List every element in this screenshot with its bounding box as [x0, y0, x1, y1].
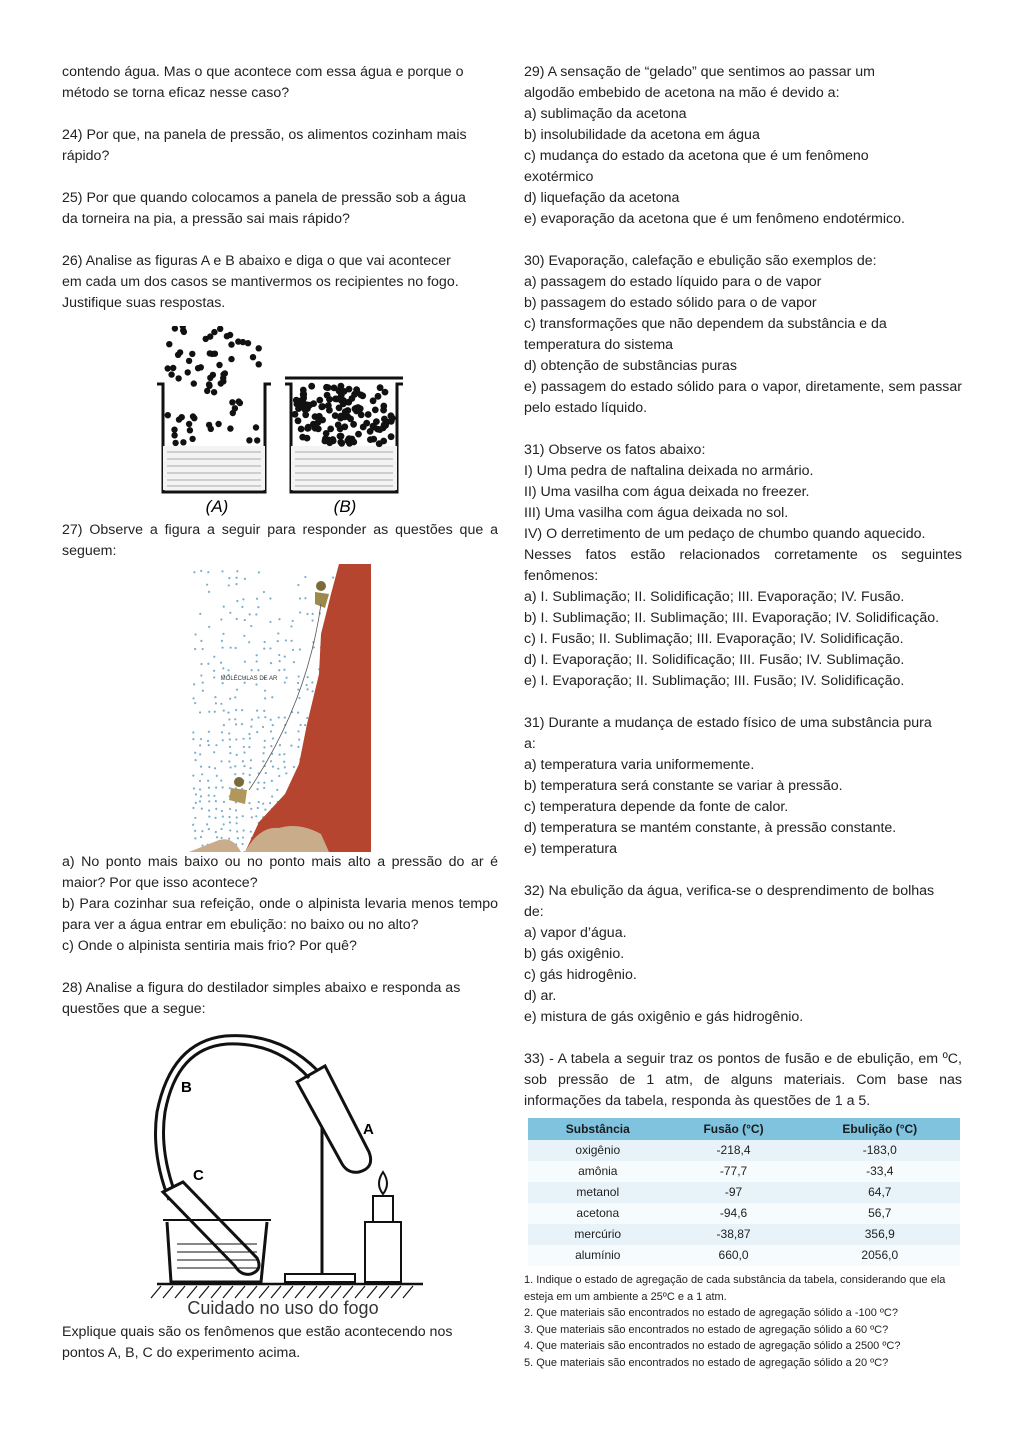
- q31a-fact-1: I) Uma pedra de naftalina deixada no armário.: [524, 463, 814, 479]
- q31a-fact-4: IV) O derretimento de um pedaço de chumbo quando aquecido.: [524, 526, 926, 542]
- q30-opt-a: a) passagem do estado líquido para o de vapor: [524, 274, 822, 290]
- q29-opt-a: a) sublimação da acetona: [524, 106, 687, 122]
- q31b-opt-c: c) temperatura depende da fonte de calor.: [524, 799, 789, 815]
- sub-question-1: 1. Indique o estado de agregação de cada substância da tabela, considerando que ela esteja em um ambiente a 25ºC e a 1 atm.: [524, 1274, 946, 1303]
- q31b-opt-a: a) temperatura varia uniformemente.: [524, 757, 755, 773]
- intro-line-1: contendo água. Mas o que acontece com essa água e porque o: [62, 64, 464, 80]
- q25-line-2: da torneira na pia, a pressão sai mais rápido?: [62, 211, 350, 227]
- q28-line-1: 28) Analise a figura do destilador simples abaixo e responda as: [62, 980, 461, 996]
- table-row: [528, 1203, 960, 1224]
- q26-line-1: 26) Analise as figuras A e B abaixo e diga o que vai acontecer: [62, 253, 451, 269]
- table-cell: 356,9: [800, 1224, 960, 1245]
- q31a-opt-d: d) I. Evaporação; II. Solidificação; III. Fusão; IV. Sublimação.: [524, 652, 905, 668]
- q32-line-2: de:: [524, 904, 544, 920]
- table-cell: -94,6: [668, 1203, 800, 1224]
- left-column: [62, 62, 498, 1364]
- q31a-fact-2: II) Uma vasilha com água deixada no freezer.: [524, 484, 810, 500]
- table-cell: acetona: [528, 1203, 668, 1224]
- q32-opt-b: b) gás oxigênio.: [524, 946, 625, 962]
- q30-opt-d: d) obtenção de substâncias puras: [524, 358, 737, 374]
- label-c-still: C: [193, 1167, 204, 1184]
- q30-opt-c-1: c) transformações que não dependem da substância e da: [524, 316, 887, 332]
- q26-line-2: em cada um dos casos se mantivermos os recipientes no fogo.: [62, 274, 459, 290]
- q31a-line-1: 31) Observe os fatos abaixo:: [524, 442, 706, 458]
- q26-line-3: Justifique suas respostas.: [62, 295, 226, 311]
- table-cell: alumínio: [528, 1245, 668, 1266]
- intro-line-2: método se torna eficaz nesse caso?: [62, 85, 290, 101]
- q32-opt-c: c) gás hidrogênio.: [524, 967, 637, 983]
- table-cell: metanol: [528, 1182, 668, 1203]
- table-cell: -183,0: [800, 1140, 960, 1161]
- q30-opt-c-2: temperatura do sistema: [524, 337, 674, 353]
- q31b-opt-b: b) temperatura será constante se variar à pressão.: [524, 778, 843, 794]
- q32-opt-a: a) vapor d’água.: [524, 925, 627, 941]
- q27-text: 27) Observe a figura a seguir para responder as questões que a seguem:: [62, 522, 498, 559]
- q31a-opt-b: b) I. Sublimação; II. Sublimação; III. Evaporação; IV. Solidificação.: [524, 610, 940, 626]
- q32-line-1: 32) Na ebulição da água, verifica-se o desprendimento de bolhas: [524, 883, 935, 899]
- q31b-opt-e: e) temperatura: [524, 841, 618, 857]
- figure-distiller: [137, 1022, 423, 1322]
- table-cell: mercúrio: [528, 1224, 668, 1245]
- q31a-statement: Nesses fatos estão relacionados corretamente os seguintes fenômenos:: [524, 547, 962, 584]
- q30-line-1: 30) Evaporação, calefação e ebulição são exemplos de:: [524, 253, 877, 269]
- table-cell: 64,7: [800, 1182, 960, 1203]
- q31a-opt-c: c) I. Fusão; II. Sublimação; III. Evaporação; IV. Solidificação.: [524, 631, 904, 647]
- q29-opt-c-2: exotérmico: [524, 169, 594, 185]
- table-cell: oxigênio: [528, 1140, 668, 1161]
- table-cell: 660,0: [668, 1245, 800, 1266]
- q28-explain-line-1: Explique quais são os fenômenos que estão acontecendo nos: [62, 1324, 453, 1340]
- table-row: [528, 1161, 960, 1182]
- q29-opt-d: d) liquefação da acetona: [524, 190, 680, 206]
- q24-line-2: rápido?: [62, 148, 110, 164]
- q29-opt-b: b) insolubilidade da acetona em água: [524, 127, 760, 143]
- q31b-line-1: 31) Durante a mudança de estado físico de uma substância pura: [524, 715, 932, 731]
- q31b-line-2: a:: [524, 736, 536, 752]
- q27-part-a: a) No ponto mais baixo ou no ponto mais alto a pressão do ar é maior? Por que isso acontece?: [62, 854, 498, 891]
- table-cell: amônia: [528, 1161, 668, 1182]
- q29-opt-c-1: c) mudança do estado da acetona que é um fenômeno: [524, 148, 869, 164]
- q33-text: 33) - A tabela a seguir traz os pontos de fusão e de ebulição, em ºC, sob pressão de 1 atm, de alguns materiais. Com base nas informações da tabela, responda às questões de 1 a 5.: [524, 1051, 962, 1109]
- q31a-fact-3: III) Uma vasilha com água deixada no sol.: [524, 505, 789, 521]
- table-cell: -38,87: [668, 1224, 800, 1245]
- q31a-opt-a: a) I. Sublimação; II. Solidificação; III. Evaporação; IV. Fusão.: [524, 589, 905, 605]
- q24-line-1: 24) Por que, na panela de pressão, os alimentos cozinham mais: [62, 127, 467, 143]
- label-b: (B): [333, 497, 357, 516]
- q29-opt-e: e) evaporação da acetona que é um fenômeno endotérmico.: [524, 211, 905, 227]
- melting-boiling-table: [528, 1118, 960, 1266]
- right-column: [524, 62, 962, 1371]
- sub-question-3: 3. Que materiais são encontrados no estado de agregação sólido a 60 ºC?: [524, 1323, 889, 1336]
- q28-explain-line-2: pontos A, B, C do experimento acima.: [62, 1345, 301, 1361]
- q27-part-b: b) Para cozinhar sua refeição, onde o alpinista levaria menos tempo para ver a água entrar em ebulição: no baixo ou no alto?: [62, 896, 498, 933]
- table-header-row: [528, 1118, 960, 1140]
- q29-line-1: 29) A sensação de “gelado” que sentimos ao passar um: [524, 64, 875, 80]
- still-caption: Cuidado no uso do fogo: [187, 1298, 379, 1318]
- table-cell: -97: [668, 1182, 800, 1203]
- figure-beakers: [151, 326, 409, 518]
- sub-question-4: 4. Que materiais são encontrados no estado de agregação sólido a 2500 ºC?: [524, 1340, 901, 1352]
- sub-questions: [524, 1272, 962, 1371]
- table-row: [528, 1224, 960, 1245]
- table-row: [528, 1140, 960, 1161]
- beaker-b: [285, 378, 403, 492]
- figure-mountain: [189, 564, 371, 852]
- label-a-still: A: [363, 1121, 374, 1138]
- table-header: Fusão (°C): [668, 1118, 800, 1140]
- table-cell: -77,7: [668, 1161, 800, 1182]
- q30-opt-e: e) passagem do estado sólido para o vapor, diretamente, sem passar pelo estado líquido.: [524, 379, 962, 416]
- q25-line-1: 25) Por que quando colocamos a panela de pressão sob a água: [62, 190, 466, 206]
- table-cell: 2056,0: [800, 1245, 960, 1266]
- air-molecules-label: MOLÉCULAS DE AR: [220, 676, 278, 682]
- label-a: (A): [205, 497, 229, 516]
- beaker-a: [157, 326, 271, 492]
- table-row: [528, 1182, 960, 1203]
- q32-opt-d: d) ar.: [524, 988, 557, 1004]
- q31b-opt-d: d) temperatura se mantém constante, à pressão constante.: [524, 820, 897, 836]
- sub-question-5: 5. Que materiais são encontrados no estado de agregação sólido a 20 ºC?: [524, 1356, 889, 1369]
- q32-opt-e: e) mistura de gás oxigênio e gás hidrogênio.: [524, 1009, 804, 1025]
- table-header: Ebulição (°C): [800, 1118, 960, 1140]
- q29-line-2: algodão embebido de acetona na mão é devido a:: [524, 85, 840, 101]
- table-header: Substância: [528, 1118, 668, 1140]
- q31a-opt-e: e) I. Evaporação; II. Sublimação; III. Fusão; IV. Solidificação.: [524, 673, 905, 689]
- table-row: [528, 1245, 960, 1266]
- q28-line-2: questões que a segue:: [62, 1001, 206, 1017]
- sub-question-2: 2. Que materiais são encontrados no estado de agregação sólido a -100 ºC?: [524, 1307, 898, 1319]
- q30-opt-b: b) passagem do estado sólido para o de vapor: [524, 295, 817, 311]
- label-b-still: B: [181, 1079, 192, 1096]
- table-cell: -218,4: [668, 1140, 800, 1161]
- table-cell: 56,7: [800, 1203, 960, 1224]
- table-cell: -33,4: [800, 1161, 960, 1182]
- q27-part-c: c) Onde o alpinista sentiria mais frio? Por quê?: [62, 938, 357, 954]
